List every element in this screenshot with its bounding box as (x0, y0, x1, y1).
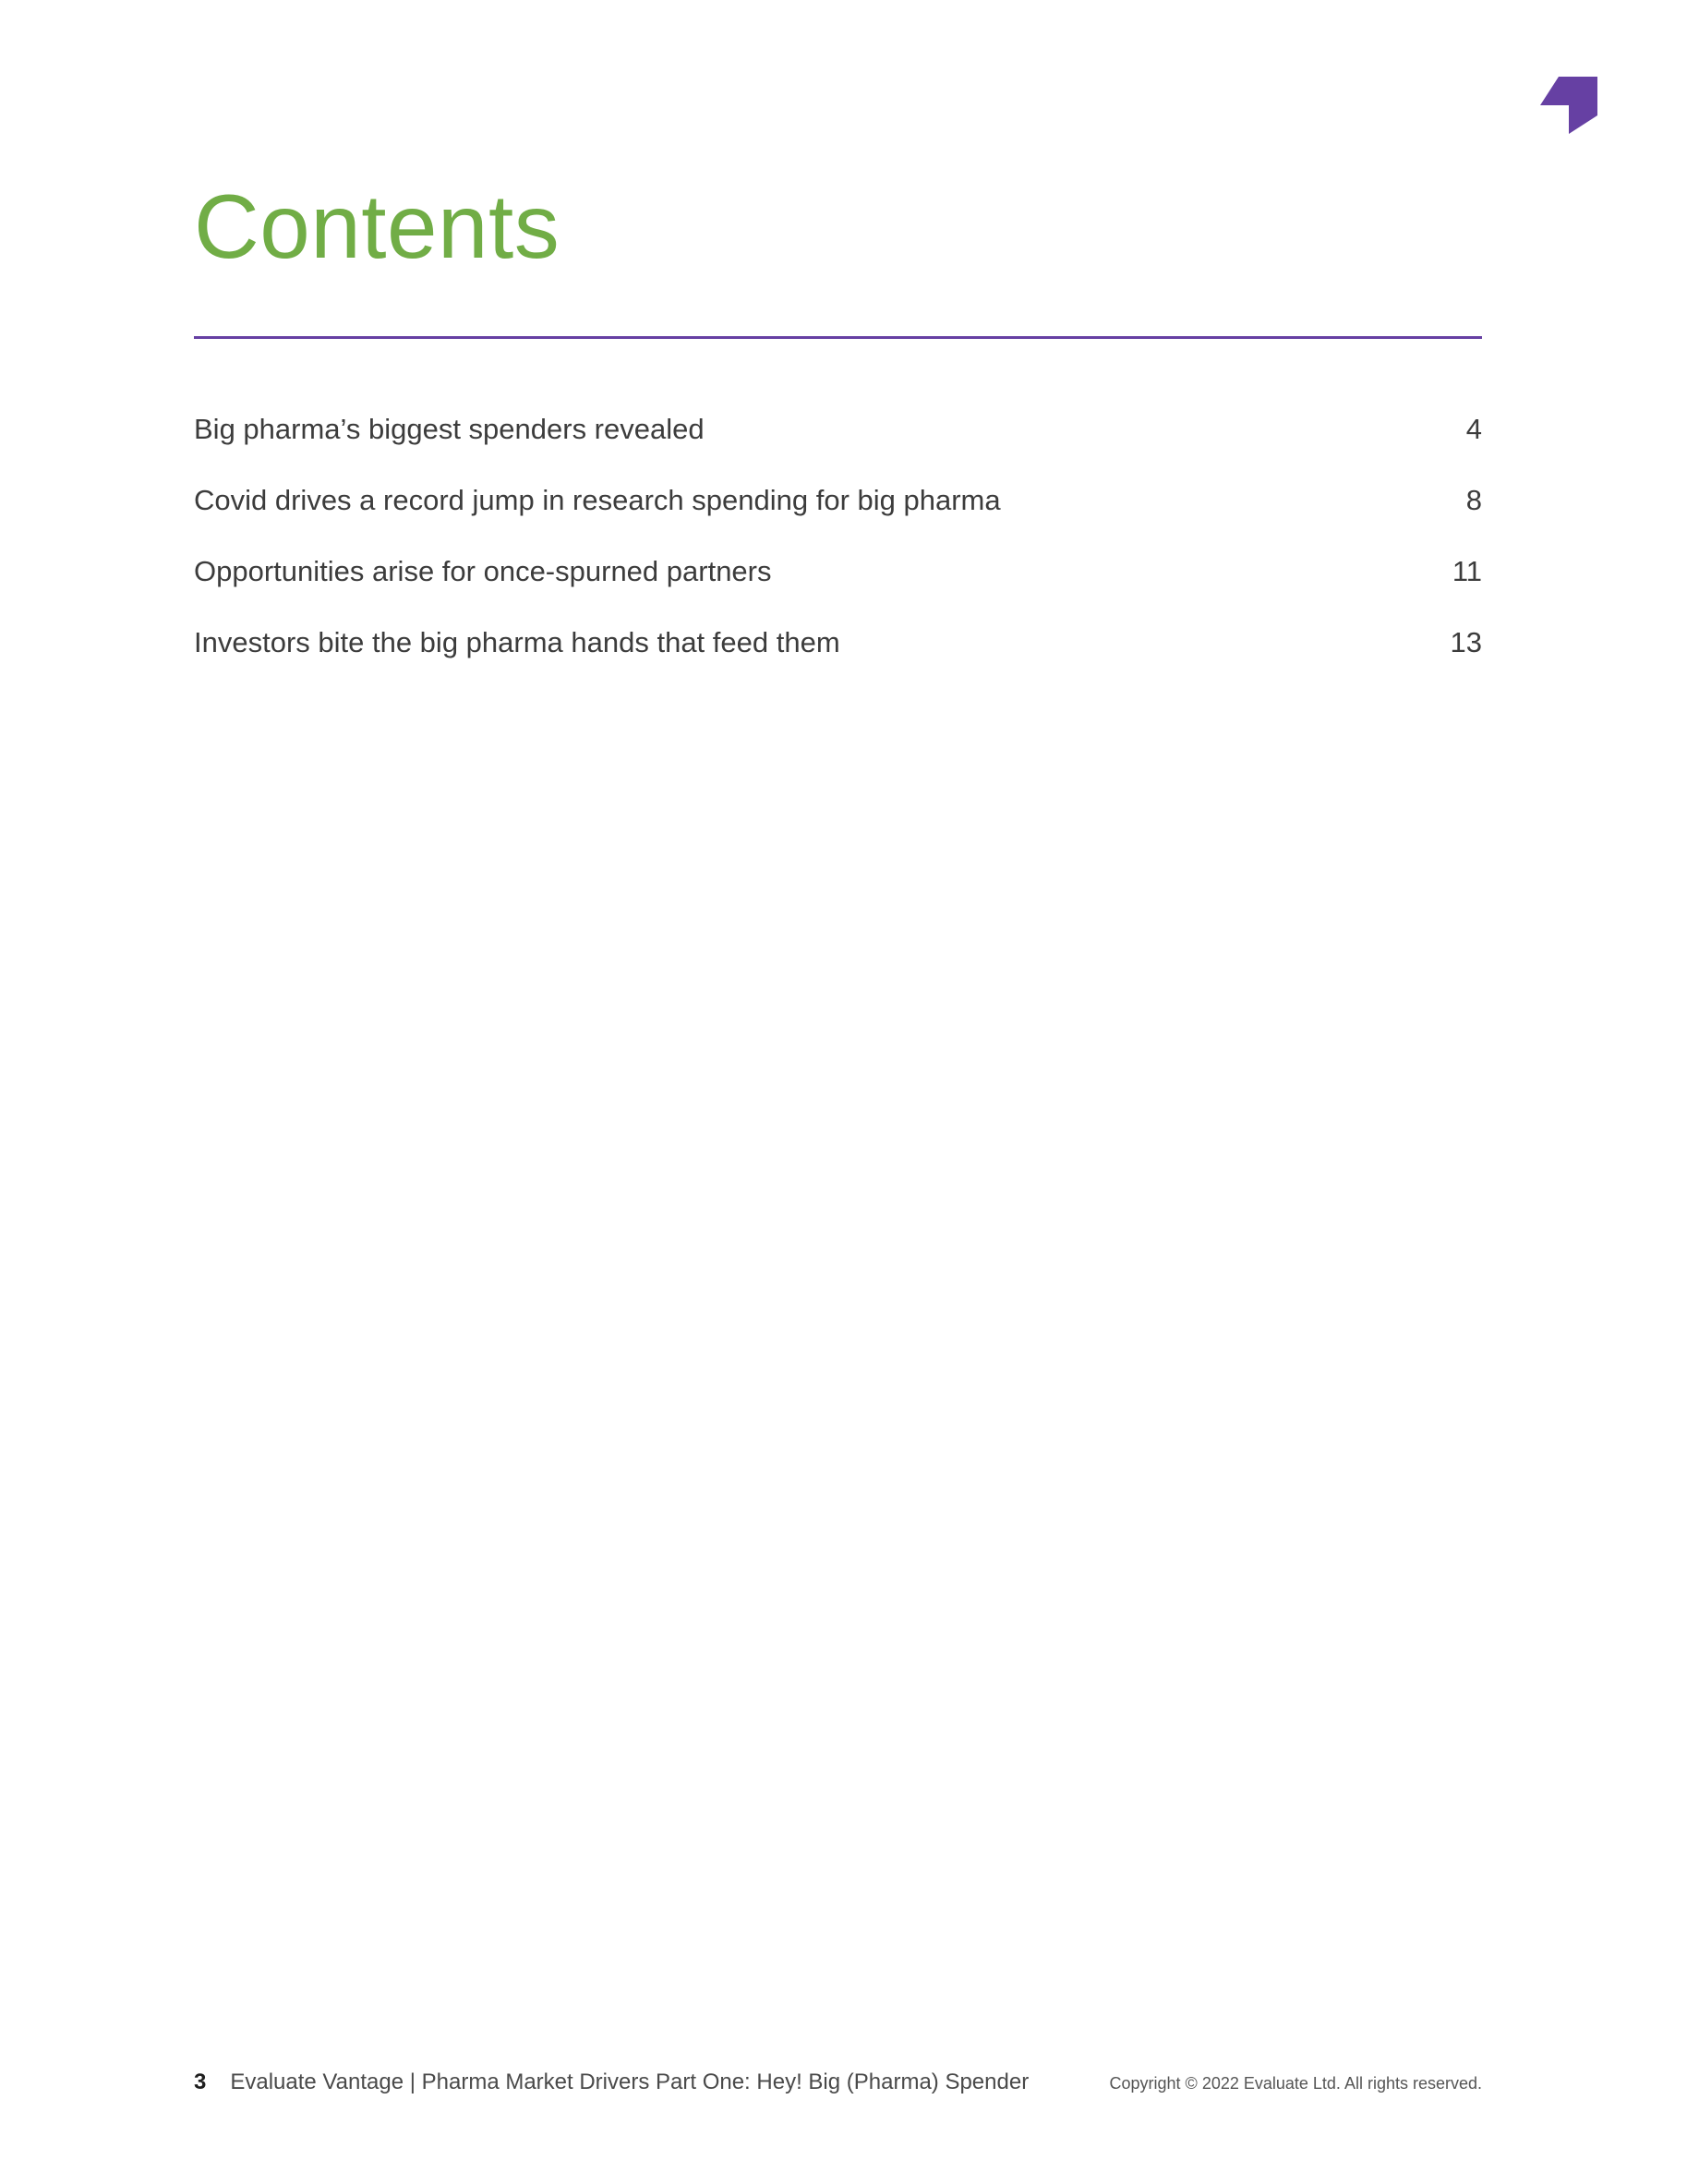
arrow-corner-logo-icon (1540, 77, 1597, 134)
toc-entry[interactable] (194, 406, 1482, 477)
toc-entry-title: Covid drives a record jump in research spending for big pharma (194, 484, 1001, 516)
toc-entry-title: Investors bite the big pharma hands that feed them (194, 626, 840, 658)
toc-entry[interactable] (194, 477, 1482, 549)
title-divider (194, 336, 1482, 339)
page-footer (194, 2069, 1482, 2106)
footer-document-title: Evaluate Vantage | Pharma Market Drivers Part One: Hey! Big (Pharma) Spender (230, 2069, 1030, 2094)
footer-page-number: 3 (194, 2069, 207, 2094)
toc-entry-page: 13 (1450, 626, 1482, 658)
table-of-contents (194, 406, 1482, 691)
toc-entry-page: 8 (1465, 484, 1482, 516)
toc-entry-page: 4 (1465, 413, 1482, 445)
page-title: Contents (194, 175, 560, 277)
toc-entry[interactable] (194, 549, 1482, 620)
toc-entry[interactable] (194, 620, 1482, 691)
footer-left (194, 2069, 1029, 2095)
toc-entry-title: Opportunities arise for once-spurned partners (194, 555, 772, 587)
footer-copyright: Copyright © 2022 Evaluate Ltd. All rights reserved. (1109, 2074, 1482, 2093)
toc-entry-title: Big pharma’s biggest spenders revealed (194, 413, 705, 445)
toc-entry-page: 11 (1452, 555, 1482, 587)
